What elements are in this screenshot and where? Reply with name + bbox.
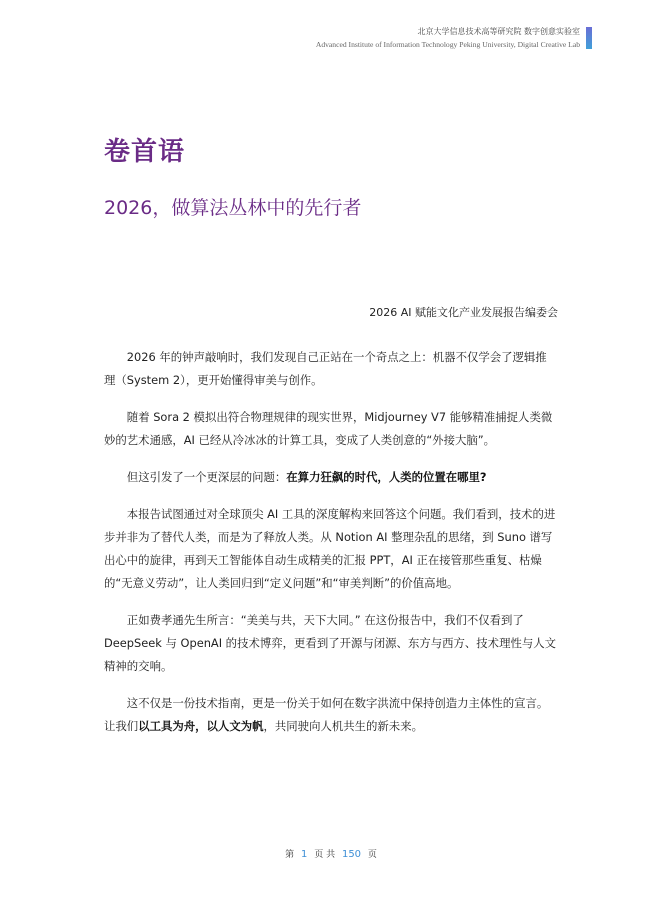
page-label-mid: 页 共 [314, 850, 336, 860]
paragraph-6-emphasis: 以工具为舟，以人文为帆 [138, 719, 264, 733]
page-number-current: 1 [300, 849, 308, 860]
header-accent-bar [586, 27, 592, 49]
header-org-english: Advanced Institute of Information Technology Peking University, Digital Creative Lab [315, 40, 580, 49]
paragraph-6-text-end: ，共同驶向人机共生的新未来。 [263, 719, 423, 733]
paragraph-3-text: 但这引发了一个更深层的问题： [126, 470, 287, 484]
page-footer [0, 847, 662, 860]
paragraph-1: 2026 年的钟声敲响时，我们发现自己正站在一个奇点之上：机器不仅学会了逻辑推理（System 2），更开始懂得审美与创作。 [104, 350, 547, 387]
paragraph-4: 本报告试图通过对全球顶尖 AI 工具的深度解构来回答这个问题。我们看到，技术的进步并非为了替代人类，而是为了释放人类。从 Notion AI 整理杂乱的思绪，到 Suno 谱写出心中的旋律，再到天工智能体自动生成精美的汇报 PPT，AI 正在接管那些重复、枯燥的“无意义劳动”，让人类回归到“定义问题”和“审美判断”的价值高地。 [104, 507, 556, 590]
paragraph-3-emphasis: 在算力狂飙的时代，人类的位置在哪里? [286, 470, 487, 484]
paragraph-6-text: 这不仅是一份技术指南，更是一份关于如何在数字洪流中保持创造力主体性的宣言。让我们 [104, 696, 549, 733]
body-text [104, 346, 558, 752]
header-org-name: 北京大学信息技术高等研究院 数字创意实验室 [417, 27, 580, 36]
paragraph-6 [104, 692, 558, 738]
page-label-suffix: 页 [367, 850, 377, 860]
page-number-total: 150 [341, 849, 362, 860]
paragraph-2: 随着 Sora 2 模拟出符合物理规律的现实世界，Midjourney V7 能够精准捕捉人类微妙的艺术通感，AI 已经从冷冰冰的计算工具，变成了人类创意的“外接大脑”。 [104, 410, 553, 447]
page-title: 卷首语 [104, 137, 186, 167]
author-committee: 2026 AI 赋能文化产业发展报告编委会 [369, 306, 558, 319]
page-subtitle: 2026，做算法丛林中的先行者 [104, 197, 362, 219]
page-header [316, 26, 580, 50]
paragraph-3 [104, 466, 558, 489]
paragraph-5: 正如费孝通先生所言：“美美与共，天下大同。” 在这份报告中，我们不仅看到了 DeepSeek 与 OpenAI 的技术博弈，更看到了开源与闭源、东方与西方、技术理性与人文精神的交响。 [104, 613, 557, 673]
page-label-prefix: 第 [285, 850, 295, 860]
